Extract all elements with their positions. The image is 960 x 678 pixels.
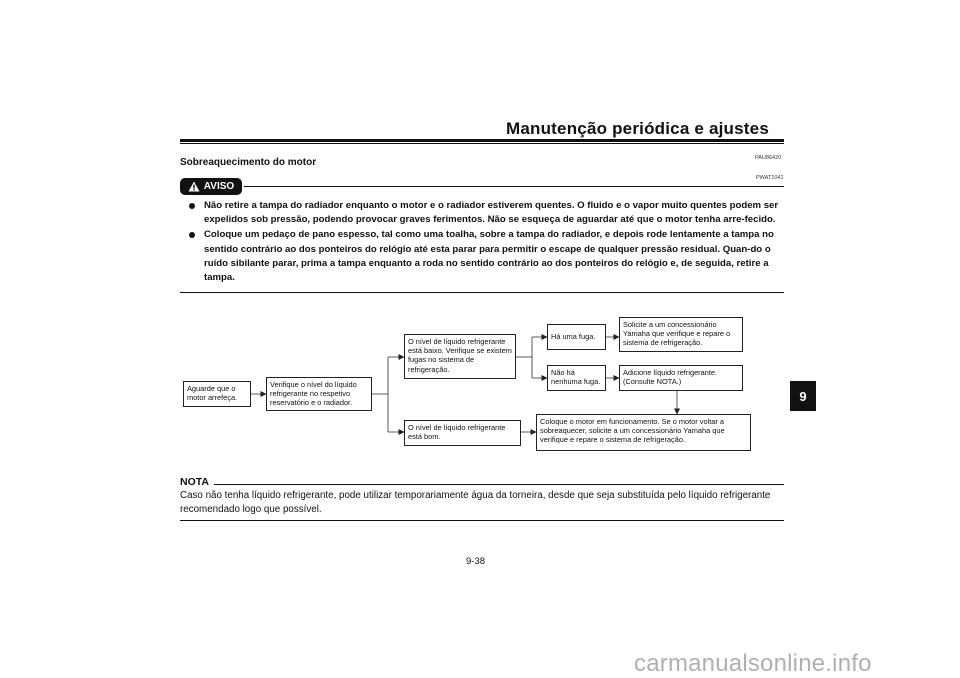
note-rule — [214, 484, 784, 485]
warning-item: Não retire a tampa do radiador enquanto o motor e o radiador estiverem quentes. O fluido e o vapor muito quentes podem ser expelidos sob pressão, podendo provocar graves ferimentos. Não se esqueça de aguardar até que o motor tenha arre-fecido. — [188, 199, 784, 227]
note-text: Caso não tenha líquido refrigerante, pode utilizar temporariamente água da torneira, desde que seja substituída pelo líquido refrigerante recomendado logo que possível. — [180, 490, 771, 515]
flow-box-check: Verifique o nível do líquido refrigerante no respetivo reservatório e o radiador. — [266, 377, 372, 411]
flow-box-leak: Há uma fuga. — [547, 324, 606, 350]
page-number: 9-38 — [466, 556, 486, 567]
flow-box-no-leak: Não há nenhuma fuga. — [547, 365, 606, 391]
chapter-tab: 9 — [790, 381, 816, 411]
flow-box-level-low: O nível de líquido refrigerante está baixo. Verifique se existem fugas no sistema de refrigeração. — [404, 334, 516, 379]
flow-box-dealer: Solicite a um concessionário Yamaha que verifique e repare o sistema de refrigeração. — [619, 317, 743, 352]
note-end-rule — [180, 520, 784, 521]
flow-box-run-engine: Coloque o motor em funcionamento. Se o motor voltar a sobreaquecer, solicite a um concessionário Yamaha que verifique e repare o sistema de refrigeração. — [536, 414, 751, 451]
flow-box-add-coolant: Adicione líquido refrigerante. (Consulte NOTA.) — [619, 365, 743, 391]
section-code: PAU86420 — [755, 155, 782, 161]
warning-item: Coloque um pedaço de pano espesso, tal como uma toalha, sobre a tampa do radiador, e depois rode lentamente a tampa no sentido contrário ao dos ponteiros do relógio até esta parar para permitir o escape de qualquer pressão residual. Quan-do o ruído sibilante parar, prima a tampa enquanto a roda no sentido contrário ao dos ponteiros do relógio e, de seguida, retire a tampa. — [188, 228, 784, 285]
warning-code: PWAT1041 — [756, 175, 784, 181]
flow-box-level-ok: O nível de líquido refrigerante está bom. — [404, 420, 521, 446]
note-label: NOTA — [180, 476, 209, 488]
page-title: Manutenção periódica e ajustes — [506, 119, 769, 138]
flow-box-wait: Aguarde que o motor arrefeça. — [183, 381, 251, 407]
watermark: carmanualsonline.info — [634, 650, 872, 677]
warning-label: AVISO — [203, 181, 235, 192]
section-title: Sobreaquecimento do motor — [180, 157, 317, 168]
